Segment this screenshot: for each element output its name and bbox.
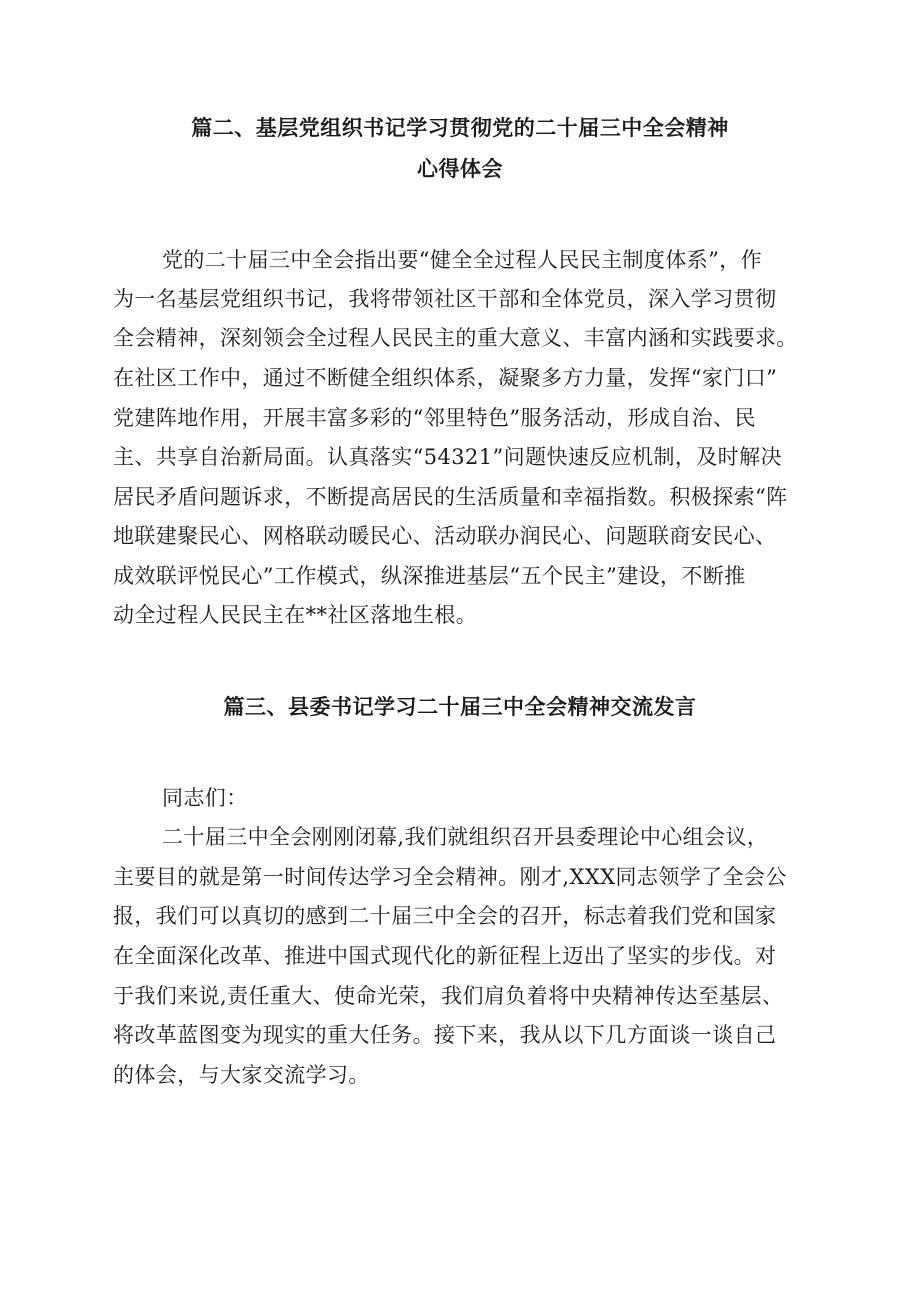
section2-line-9: 成效联评悦民心”工作模式，纵深推进基层“五个民主”建设，不断推 [113,564,746,588]
section3-line-4: 在全面深化改革、推进中国式现代化的新征程上迈出了坚实的步伐。对 [113,944,777,968]
section2-line-1: 党的二十届三中全会指出要“健全全过程人民民主制度体系”，作 [162,248,763,272]
section2-line-4: 在社区工作中，通过不断健全组织体系，凝聚多方力量，发挥“家门口” [113,366,778,390]
section2-line-2: 为一名基层党组织书记，我将带领社区干部和全体党员，深入学习贯彻 [113,287,777,311]
section2-line-10: 动全过程人民民主在**社区落地生根。 [113,603,478,627]
section2-line-3: 全会精神，深刻领会全过程人民民主的重大意义、丰富内涵和实践要求。 [113,326,798,350]
section2-title-line2: 心得体会 [417,156,503,181]
section2-title-line1: 篇二、基层党组织书记学习贯彻党的二十届三中全会精神 [191,115,729,140]
section3-greeting: 同志们： [162,786,248,810]
section2-line-5: 党建阵地作用，开展丰富多彩的“邻里特色”服务活动，形成自治、民 [113,406,756,430]
section3-line-7: 的体会，与大家交流学习。 [113,1063,370,1087]
section2-line-6: 主、共享自治新局面。认真落实“54321”问题快速反应机制，及时解决 [113,445,782,469]
section2-line-8: 地联建聚民心、网格联动暖民心、活动联办润民心、问题联商安民心、 [113,524,777,548]
section3-line-2: 主要目的就是第一时间传达学习全会精神。刚才,XXX同志领学了全会公 [113,865,787,889]
section3-line-3: 报，我们可以真切的感到二十届三中全会的召开，标志着我们党和国家 [113,904,777,928]
section3-line-6: 将改革蓝图变为现实的重大任务。接下来，我从以下几方面谈一谈自己 [113,1023,777,1047]
section3-line-1: 二十届三中全会刚刚闭幕,我们就组织召开县委理论中心组会议， [162,825,769,849]
section3-line-5: 于我们来说,责任重大、使命光荣，我们肩负着将中央精神传达至基层、 [113,984,784,1008]
section2-line-7: 居民矛盾问题诉求，不断提高居民的生活质量和幸福指数。积极探索“阵 [113,485,788,509]
section3-title: 篇三、县委书记学习二十届三中全会精神交流发言 [223,694,697,719]
